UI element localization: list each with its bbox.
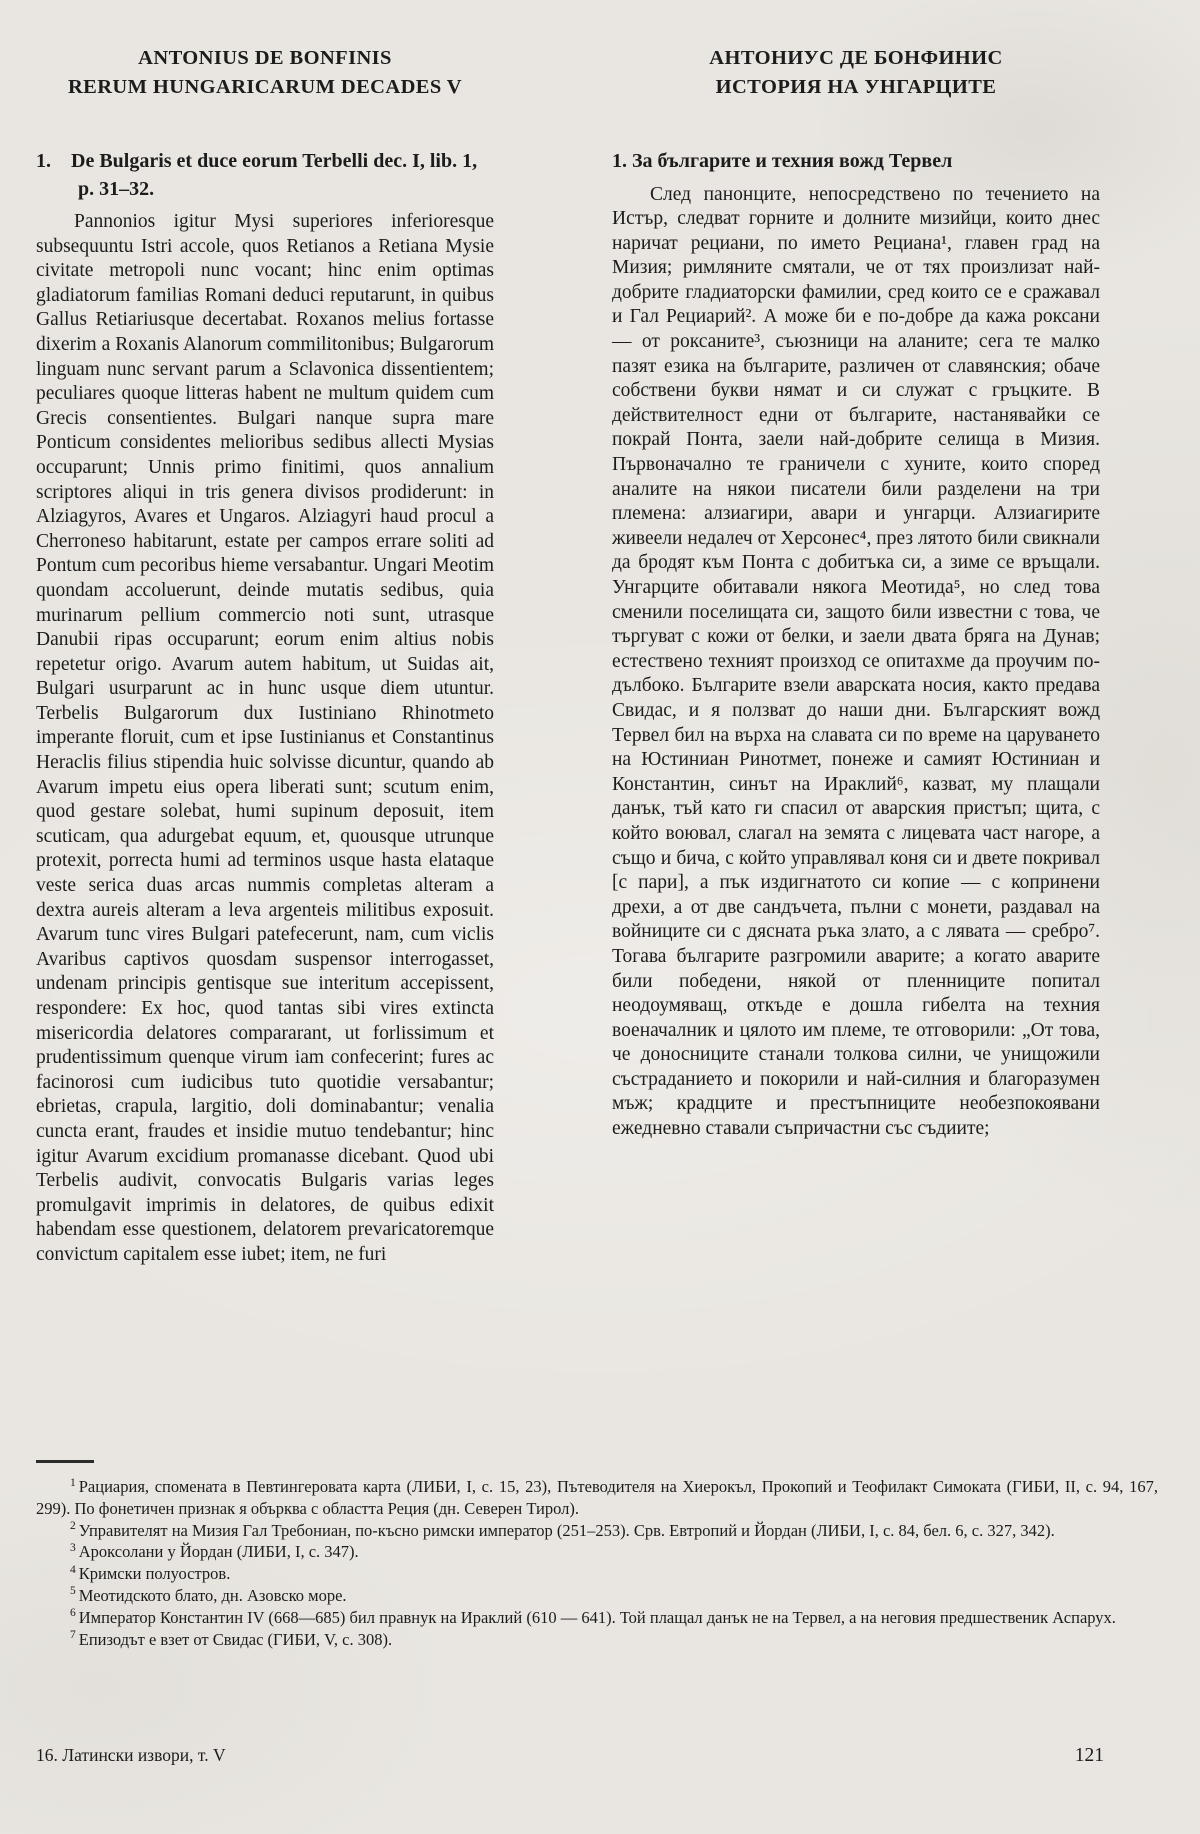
footnote-1 (36, 1476, 1158, 1520)
bulgarian-column-title (612, 44, 1100, 102)
footnote-6-text: Император Константин IV (668—685) бил правнук на Ираклий (610 — 641). Той плащал данък не на Тервел, а на неговия предшественик Аспарух. (78, 1607, 1116, 1627)
latin-column (36, 44, 494, 1268)
footnote-1-text: Рациария, спомената в Певтингеровата карта (ЛИБИ, I, с. 15, 23), Пътеводителя на Хиерокъл, Прокопий и Теофилакт Симоката (ГИБИ, II, с. 94, 167, 299). По фонетичен признак я обърква с областта Реция (дн. Северен Тирол). (36, 1477, 1158, 1518)
latin-section-heading: 1. De Bulgaris et duce eorum Terbelli dec. I, lib. 1, p. 31–32. (36, 150, 478, 200)
bulgarian-body-text: След панонците, непосредствено по течението на Истър, следват горните и долните мизийци, които днес наричат рециани, по името Рециана¹, главен град на Мизия; римляните смятали, че от тях произлизат най-добрите гладиаторски фамилии, сред които се е сражавал и Гал Рециарий². А може би е по-добре да кажа роксани — от роксаните³, съюзници на аланите; сега те малко пазят езика на българите, различен от славянския; обаче собствени букви нямат и си служат с гръцките. В действителност едни от българите, настанявайки се покрай Понта, заели най-добрите селища в Мизия. Първоначално те граничели с хуните, които според аналите на някои писатели били разделени на три племена: алзиагири, авари и унгарци. Алзиагирите живеели недалеч от Херсонес⁴, през лятото били свикнали да бродят към Понта с добитъка си, а зиме се връщали. Унгарците обитавали някога Меотида⁵, но след това сменили поселищата си, защото били известни с това, че търгуват с кожи от белки, и заели двата бряга на Дунав; естествено техният произход се опитахме да проучим по-дълбоко. Българите взели аварската носия, както предава Свидас, и я ползват до наши дни. Българският вожд Тервел бил на върха на славата си по време на царуването на Юстиниан Ринотмет, понеже и самият Юстиниан и Константин, синът на Ираклий⁶, казват, му плащали данък, тъй като ги спасил от аварския пристъп; щита, с който воювал, слагал на земята с лицевата част нагоре, а също и бича, с който управлявал коня си и двете покривал [с пари], а пък издигнатото си копие — с копринени дрехи, а от две сандъчета, пълни с монети, раздавал на войниците си с дясната ръка злато, а с лявата — сребро⁷. Тогава българите разгромили аварите; а когато аварите били победени, някой от пленниците попитал неодоумяващ, откъде е дошла гибелта на техния военачалник и цялото им племе, те отговорили: „От това, че доносниците станали толкова силни, че унищожили състраданието и покорили и най-силния и благоразумен мъж; крадците и престъпниците необезпокоявани ежедневно ставали съпричастни със съдиите; (612, 183, 1100, 1140)
footnote-4-number: 4 (70, 1563, 76, 1576)
footnote-3-text: Ароксолани у Йордан (ЛИБИ, I, с. 347). (78, 1542, 359, 1562)
page-footer (36, 1745, 1104, 1767)
footnote-5 (36, 1585, 1158, 1607)
latin-title-line2: RERUM HUNGARICARUM DECADES V (67, 76, 463, 98)
footnote-separator-rule (36, 1460, 94, 1463)
footnote-7-text: Епизодът е взет от Свидас (ГИБИ, V, с. 308). (78, 1629, 393, 1649)
bulgarian-title-line1: АНТОНИУС ДЕ БОНФИНИС (709, 47, 1003, 69)
footnote-2 (36, 1520, 1158, 1542)
bulgarian-section-heading: 1. За българите и техния вожд Тервел (612, 150, 953, 172)
volume-signature-note: 16. Латински извори, т. V (36, 1745, 226, 1765)
footnote-5-text: Меотидското блато, дн. Азовско море. (78, 1585, 347, 1605)
bulgarian-column (612, 44, 1100, 1268)
bulgarian-title-line2: ИСТОРИЯ НА УНГАРЦИТЕ (715, 76, 997, 98)
footnote-7-number: 7 (70, 1629, 76, 1642)
footnote-2-text: Управителят на Мизия Гал Требониан, по-късно римски император (251–253). Срв. Евтропий и Йордан (ЛИБИ, I, с. 84, бел. 6, с. 327, 342). (78, 1520, 1055, 1540)
footnote-7 (36, 1629, 1158, 1651)
footnote-6 (36, 1607, 1158, 1629)
latin-title-line1: ANTONIUS DE BONFINIS (138, 47, 392, 69)
footnotes-section (36, 1460, 1158, 1650)
footnote-1-number: 1 (70, 1476, 76, 1489)
footnote-5-number: 5 (70, 1585, 76, 1598)
page-number: 121 (1074, 1745, 1104, 1766)
latin-column-title (36, 44, 494, 102)
footnote-4 (36, 1563, 1158, 1585)
latin-body-text: Pannonios igitur Mysi superiores inferioresque subsequuntu Istri accole, quos Retianos a Retiana Mysie civitate metropoli nunc vocant; hinc enim optimas gladiatorum familias Romani deduci reputarunt, in quibus Gallus Retiariusque decertabat. Roxanos melius fortasse dixerim a Roxanis Alanorum commilitonibus; Bulgarorum linguam nunc servant parum a Sclavonica dissentientem; peculiares quoque litteras habent ne multum quidem cum Grecis consentientes. Bulgari nanque supra mare Ponticum considentes melioribus sedibus allecti Mysias occuparunt; Unnis primo finitimi, quos annalium scriptores aliqui in tris genera divisos prodiderunt: in Alziagyros, Avares et Ungaros. Alziagyri haud procul a Cherroneso habitarunt, estate per campos errare soliti ad Pontum cum pecoribus hieme versabantur. Ungari Meotim quondam accoluerunt, deinde mutatis sedibus, quia murinarum pellium commercio noti sunt, utrasque Danubii ripas occuparunt; eorum enim altius nobis repetetur origo. Avarum autem habitum, ut Suidas ait, Bulgari usurparunt ac in hunc usque diem utuntur. Terbelis Bulgarorum dux Iustiniano Rhinotmeto imperante floruit, cum et ipse Iustinianus et Constantinus Heraclis filius stipendia huic solvisse dicuntur, quando ab Avarum impetu eius opera liberati sunt; scutum enim, quod gestare solebat, humi supinum deposuit, item scuticam, qua adurgebat equum, et, quousque utrunque protexit, porrecta humi ad terminos usque hasta elataque veste serica duas arcas nummis completas alteram a dextra aureis alteram a leva argenteis militibus exposuit. Avarum tunc vires Bulgari patefecerunt, nam, cum viclis Avaribus captivos quosdam suspensor interrogasset, undenam principis gentisque sue interitum accepissent, respondere: Ex hoc, quod tantas sibi vires extincta misericordia delatores compararant, ut forlissimum et prudentissimum quenque virum iam confecerint; fures ac facinorosi cum iudicibus tuto quotidie versabantur; ebrietas, crapula, largitio, doli dominabantur; venalia cuncta erant, fraudes et insidie mutuo tendebantur; hinc igitur Avarum excidium promanasse dicebant. Quod ubi Terbelis audivit, convocatis Bulgaris varias leges promulgavit imprimis in delatores, de quibus edixit habendam esse questionem, delatorem prevaricatoremque convictum capitalem esse iubet; item, ne furi (36, 211, 494, 1265)
footnote-4-text: Кримски полуостров. (78, 1564, 231, 1584)
footnote-3-number: 3 (70, 1541, 76, 1554)
footnote-6-number: 6 (70, 1607, 76, 1620)
footnote-2-number: 2 (70, 1520, 76, 1533)
footnote-3 (36, 1541, 1158, 1563)
